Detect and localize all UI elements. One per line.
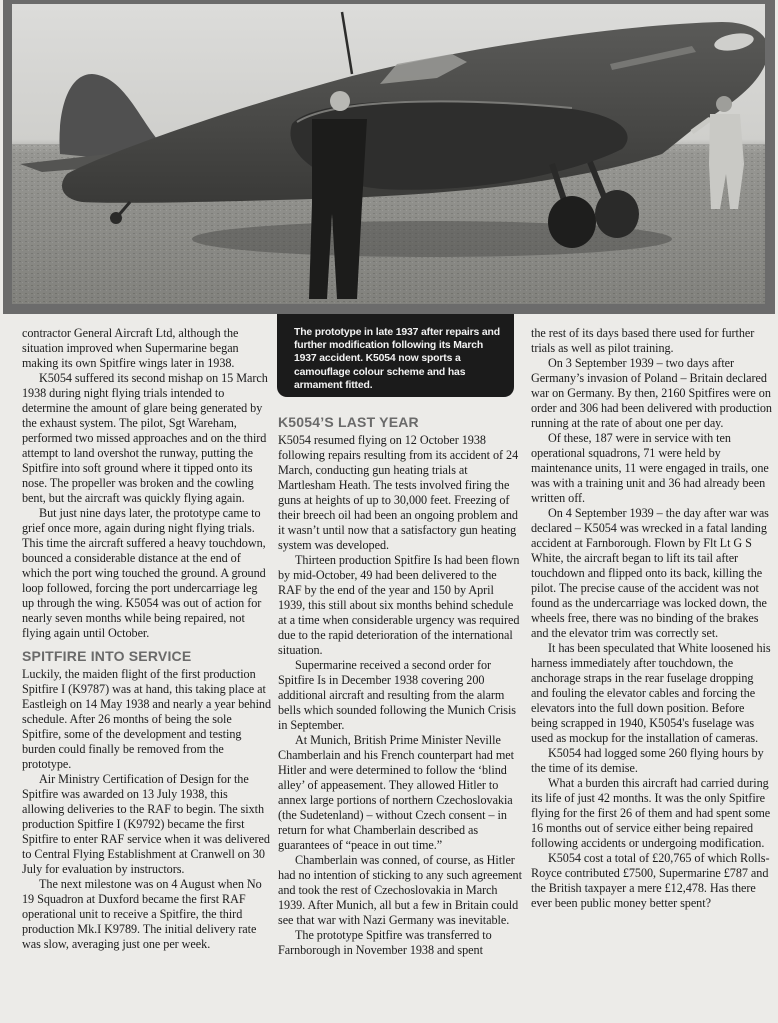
spitfire-illustration bbox=[12, 4, 765, 304]
paragraph: Of these, 187 were in service with ten operational squadrons, 71 were held by maintenance units, 11 were engaged in trails, one was with a training unit and 36 had already been written off. bbox=[531, 431, 769, 505]
photo-frame bbox=[3, 0, 775, 314]
paragraph: At Munich, British Prime Minister Neville Chamberlain and his French counterpart had met Hitler and were determined to follow the ‘blind alley’ of appeasement. They allowed Hitler to annex large portions of northern Czechoslovakia (the Sudetenland) – without Czech consent – in return for what Chamberlain described as guarantees of “peace in out time.” bbox=[278, 733, 514, 852]
paragraph: Supermarine received a second order for Spitfire Is in December 1938 covering 200 additional aircraft and resulting from the alarm bells which sounded following the Munich Crisis in September. bbox=[278, 658, 516, 732]
article-column-1 bbox=[22, 326, 272, 952]
photo-caption: The prototype in late 1937 after repairs and further modification following its March 1937 accident. K5054 now sports a camouflage colour scheme and has armament fitted. bbox=[294, 327, 500, 391]
paragraph: But just nine days later, the prototype came to grief once more, again during night flying trials. This time the aircraft suffered a heavy touchdown, bounced a considerable distance at the end of which the port wing touched the ground. A ground loop followed, forcing the port undercarriage leg up through the wing. K5054 was out of action for nearly seven months while being repaired, not flying again until October. bbox=[22, 506, 266, 640]
paragraph: The prototype Spitfire was transferred to Farnborough in November 1938 and spent bbox=[278, 928, 492, 957]
paragraph: On 3 September 1939 – two days after Germany’s invasion of Poland – Britain declared war on Germany. By then, 2160 Spitfires were on order and 306 had been delivered with production running at the rate of about one per day. bbox=[531, 356, 772, 430]
paragraph: Chamberlain was conned, of course, as Hitler had no intention of sticking to any such agreement and took the rest of Czechoslovakia in March 1939. After Munich, all but a few in Britain could see that war with Nazi Germany was inevitable. bbox=[278, 853, 522, 927]
paragraph: Thirteen production Spitfire Is had been flown by mid-October, 49 had been delivered to the RAF by the end of the year and 150 by April 1939, this still about six months behind schedule at a time when considerable urgency was required due to the rapid deterioration of the international situation. bbox=[278, 553, 520, 657]
paragraph: contractor General Aircraft Ltd, although the situation improved when Supermarine began making its own Spitfire wings later in 1938. bbox=[22, 326, 239, 370]
wheel-2 bbox=[595, 190, 639, 238]
article-column-3 bbox=[531, 326, 773, 911]
paragraph: K5054 resumed flying on 12 October 1938 following repairs resulting from its accident of 24 March, conducting gun heating trials at Martlesham Heath. The tests involved firing the guns at heights of up to 30,000 feet. Freezing of their breech oil had been an ongoing problem and it wasn’t until now that a satisfactory gun heating system was developed. bbox=[278, 433, 519, 552]
paragraph: It has been speculated that White loosened his harness immediately after touchdown, the anchorage straps in the rear fuselage dropping and fouling the elevator cables and forcing the elevators into the full down position. Before being scrapped in 1940, K5054's fuselage was used as mockup for the installation of cameras. bbox=[531, 641, 771, 745]
section-heading-last-year: K5054’S LAST YEAR bbox=[278, 414, 419, 430]
article-column-2 bbox=[278, 433, 522, 958]
paragraph: K5054 cost a total of £20,765 of which Rolls-Royce contributed £7500, Supermarine £787 and the British taxpayer a mere £12,478. Has there ever been public money better spent? bbox=[531, 851, 770, 910]
paragraph: On 4 September 1939 – the day after war was declared – K5054 was wrecked in a fatal landing accident at Farnborough. Flown by Flt Lt G S White, the aircraft began to lift its tail after touchdown and flipped onto its back, killing the pilot. The precise cause of the accident was not found as the undercarriage was locked down, the wheels free, there was no binding of the brakes and the elevator trim was correctly set. bbox=[531, 506, 769, 640]
photo-caption-box bbox=[277, 314, 514, 397]
section-heading-spitfire-into-service: SPITFIRE INTO SERVICE bbox=[22, 648, 192, 664]
paragraph: What a burden this aircraft had carried during its life of just 42 months. It was the only Spitfire flying for the first 26 of them and had spent some 16 months out of service either being repaired following accidents or undergoing modification. bbox=[531, 776, 771, 850]
paragraph: the rest of its days based there used for further trials as well as pilot training. bbox=[531, 326, 755, 355]
tail-wheel bbox=[110, 212, 122, 224]
wheel bbox=[548, 196, 596, 248]
paragraph: Luckily, the maiden flight of the first production Spitfire I (K9787) was at hand, this taking place at Eastleigh on 14 May 1938 and nearly a year behind schedule. After 26 months of being the sole Spitfire, some of the development and testing burden could finally be removed from the prototype. bbox=[22, 667, 272, 771]
paragraph: Air Ministry Certification of Design for the Spitfire was awarded on 13 July 1938, this allowing deliveries to the RAF to begin. The sixth production Spitfire I (K9792) became the first Spitfire to enter RAF service when it was delivered to Central Flying Establishment at Cranwell on 30 July for evaluation by instructors. bbox=[22, 772, 270, 876]
paragraph: The next milestone was on 4 August when No 19 Squadron at Duxford became the first RAF operational unit to receive a Spitfire, the third production Mk.I K9789. The initial delivery rate was slow, averaging just one per week. bbox=[22, 877, 262, 951]
spitfire-photo bbox=[12, 4, 765, 304]
man-in-suit bbox=[309, 91, 367, 299]
paragraph: K5054 suffered its second mishap on 15 March 1938 during night flying trials intended to determine the amount of glare being generated by the exhaust system. The pilot, Sgt Wareham, performed two missed approaches and on the third attempt to land overshot the runway, putting the Spitfire into soft ground where it tipped onto its nose. The propeller was broken and the cowling bent, but the aircraft was quickly flying again. bbox=[22, 371, 268, 505]
paragraph: K5054 had logged some 260 flying hours by the time of its demise. bbox=[531, 746, 764, 775]
